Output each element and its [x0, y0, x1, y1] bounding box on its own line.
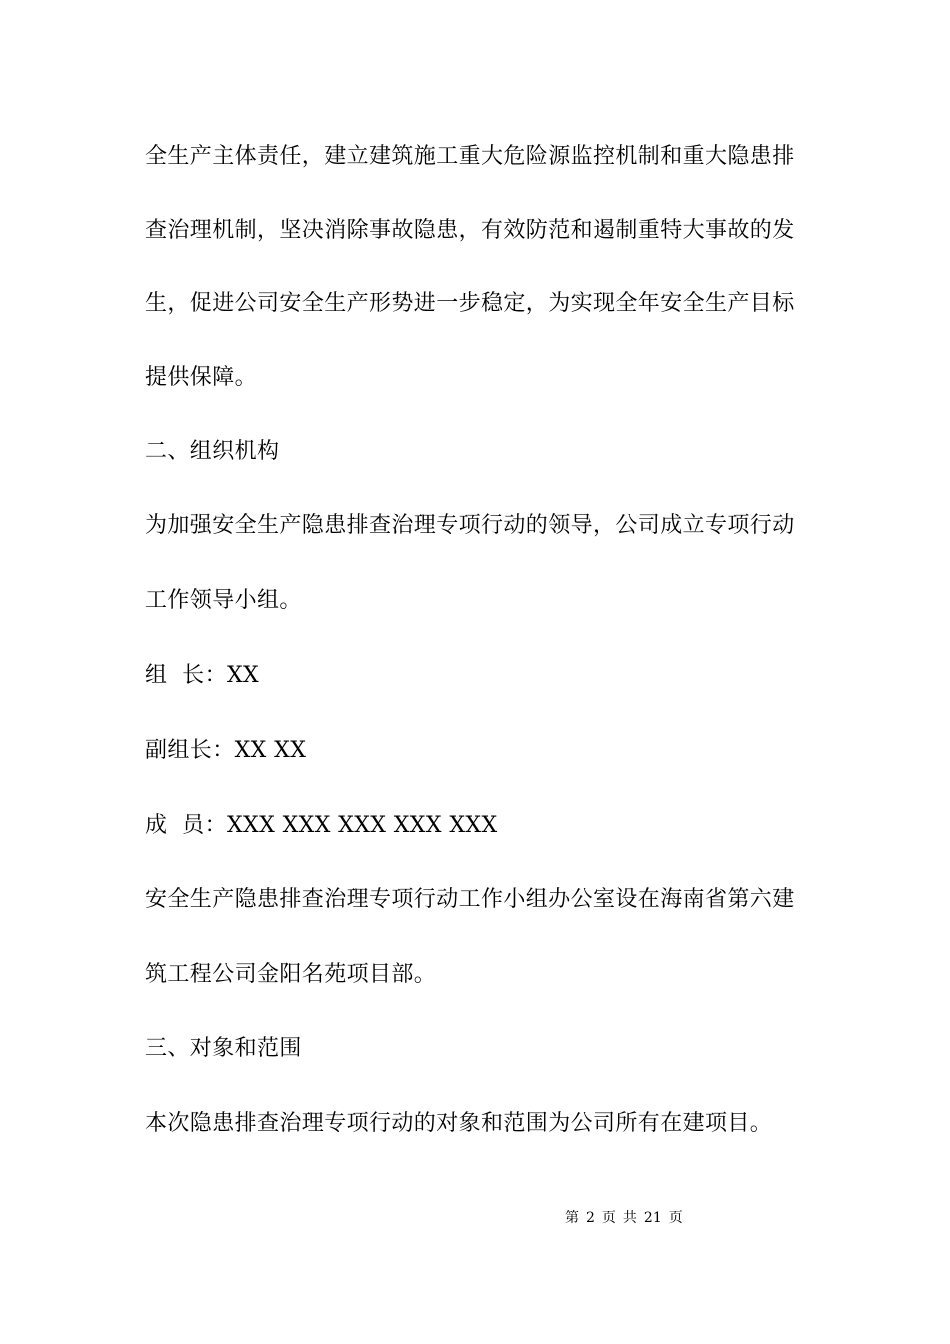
footer-total-pages: 21	[643, 1210, 662, 1226]
paragraph-line: 筑工程公司金阳名苑项目部。	[145, 962, 437, 987]
members-row	[145, 811, 498, 841]
leader-row	[145, 661, 259, 691]
paragraph-line: 本次隐患排查治理专项行动的对象和范围为公司所有在建项目。	[145, 1111, 773, 1136]
footer-di: 第	[565, 1210, 579, 1226]
paragraph-line: 安全生产隐患排查治理专项行动工作小组办公室设在海南省第六建	[145, 887, 795, 912]
deputy-row	[145, 736, 306, 766]
footer-ye: 页	[668, 1210, 683, 1226]
deputy-value: XX XX	[234, 738, 307, 763]
footer-ye: 页	[601, 1210, 616, 1226]
page-footer	[565, 1208, 683, 1228]
section-heading: 二、组织机构	[145, 439, 280, 464]
members-value: XXX XXX XXX XXX XXX	[227, 813, 498, 838]
leader-label: 组 长：	[145, 663, 227, 688]
paragraph-line: 全生产主体责任，建立建筑施工重大危险源监控机制和重大隐患排	[145, 144, 795, 169]
leader-value: XX	[227, 663, 260, 688]
paragraph-line: 工作领导小组。	[145, 588, 302, 613]
footer-page-number: 2	[586, 1210, 595, 1226]
members-label: 成 员：	[145, 813, 227, 838]
paragraph-line: 为加强安全生产隐患排查治理专项行动的领导，公司成立专项行动	[145, 513, 795, 538]
paragraph-line: 提供保障。	[145, 365, 258, 390]
footer-gong: 共	[622, 1210, 637, 1226]
paragraph-line: 生，促进公司安全生产形势进一步稳定，为实现全年安全生产目标	[145, 291, 795, 316]
paragraph-line: 查治理机制，坚决消除事故隐患，有效防范和遏制重特大事故的发	[145, 218, 795, 243]
deputy-label: 副组长：	[145, 738, 235, 763]
section-heading: 三、对象和范围	[145, 1036, 302, 1061]
